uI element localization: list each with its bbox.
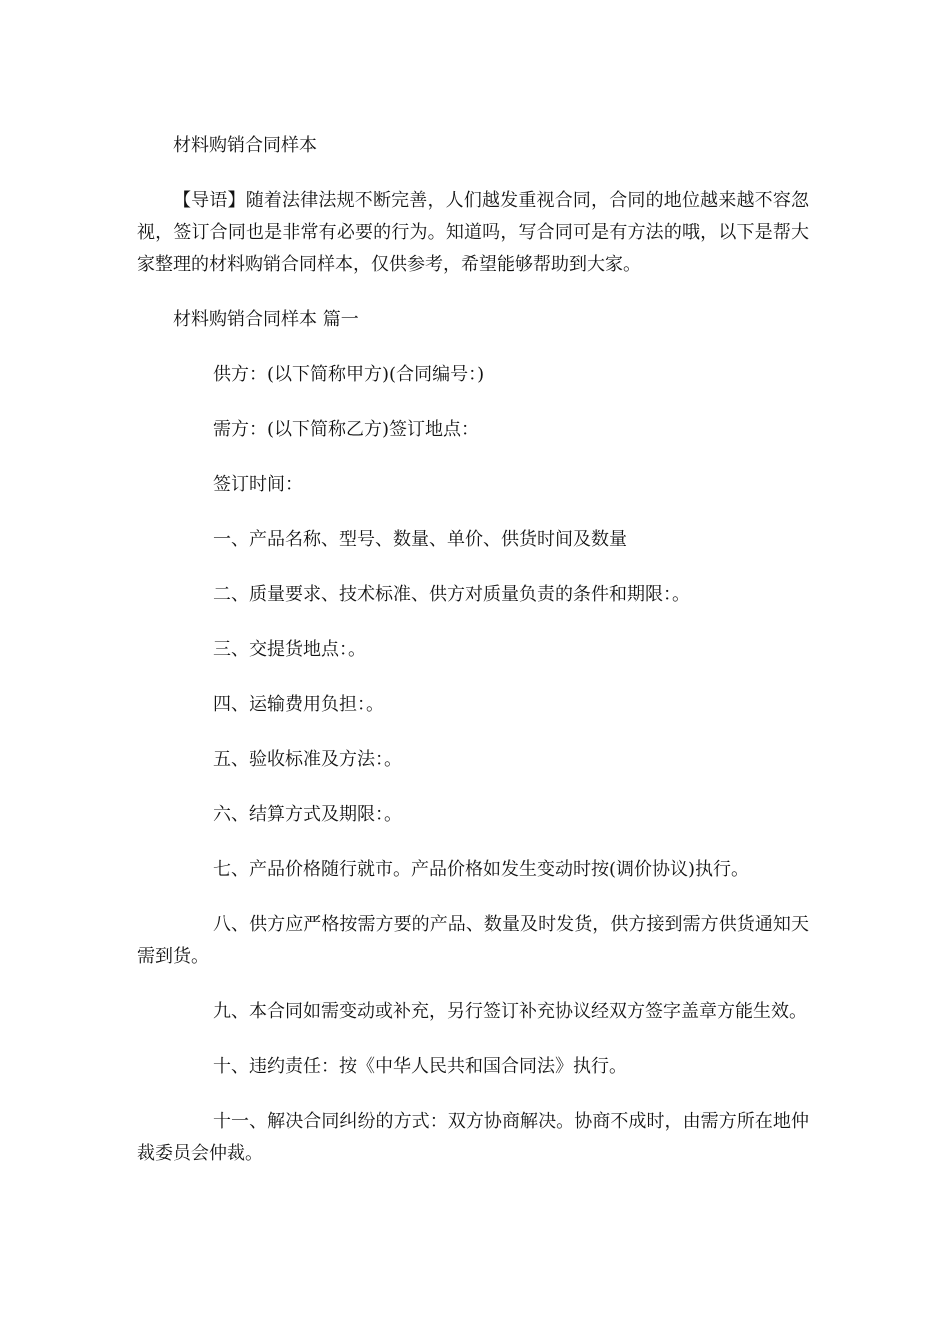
clause-buyer: 需方：(以下简称乙方)签订地点： xyxy=(213,419,480,440)
clause-sign-time: 签订时间： xyxy=(213,474,303,495)
clause-10: 十、违约责任：按《中华人民共和国合同法》执行。 xyxy=(213,1056,627,1077)
clause-supplier: 供方：(以下简称甲方)(合同编号：) xyxy=(213,364,485,385)
clause-6: 六、结算方式及期限：。 xyxy=(213,804,402,825)
clause-11: 十一、解决合同纠纷的方式：双方协商解决。协商不成时，由需方所在地仲裁委员会仲裁。 xyxy=(137,1111,809,1164)
clause-8: 八、供方应严格按需方要的产品、数量及时发货，供方接到需方供货通知天需到货。 xyxy=(137,914,809,967)
clause-7: 七、产品价格随行就市。产品价格如发生变动时按(调价协议)执行。 xyxy=(213,859,750,880)
intro-paragraph: 【导语】随着法律法规不断完善，人们越发重视合同，合同的地位越来越不容忽视，签订合同也是非常有必要的行为。知道吗，写合同可是有方法的哦，以下是帮大家整理的材料购销合同样本，仅供参考，希望能够帮助到大家。 xyxy=(137,190,809,275)
clause-5: 五、验收标准及方法：。 xyxy=(213,749,402,770)
clause-4: 四、运输费用负担：。 xyxy=(213,694,384,715)
clause-3: 三、交提货地点：。 xyxy=(213,639,366,660)
document-title: 材料购销合同样本 xyxy=(173,135,317,156)
clause-1: 一、产品名称、型号、数量、单价、供货时间及数量 xyxy=(213,529,627,550)
clause-2: 二、质量要求、技术标准、供方对质量负责的条件和期限：。 xyxy=(213,584,690,605)
document-body xyxy=(137,130,809,1170)
clause-9: 九、本合同如需变动或补充，另行签订补充协议经双方签字盖章方能生效。 xyxy=(213,1001,807,1022)
section-title: 材料购销合同样本 篇一 xyxy=(173,309,359,330)
